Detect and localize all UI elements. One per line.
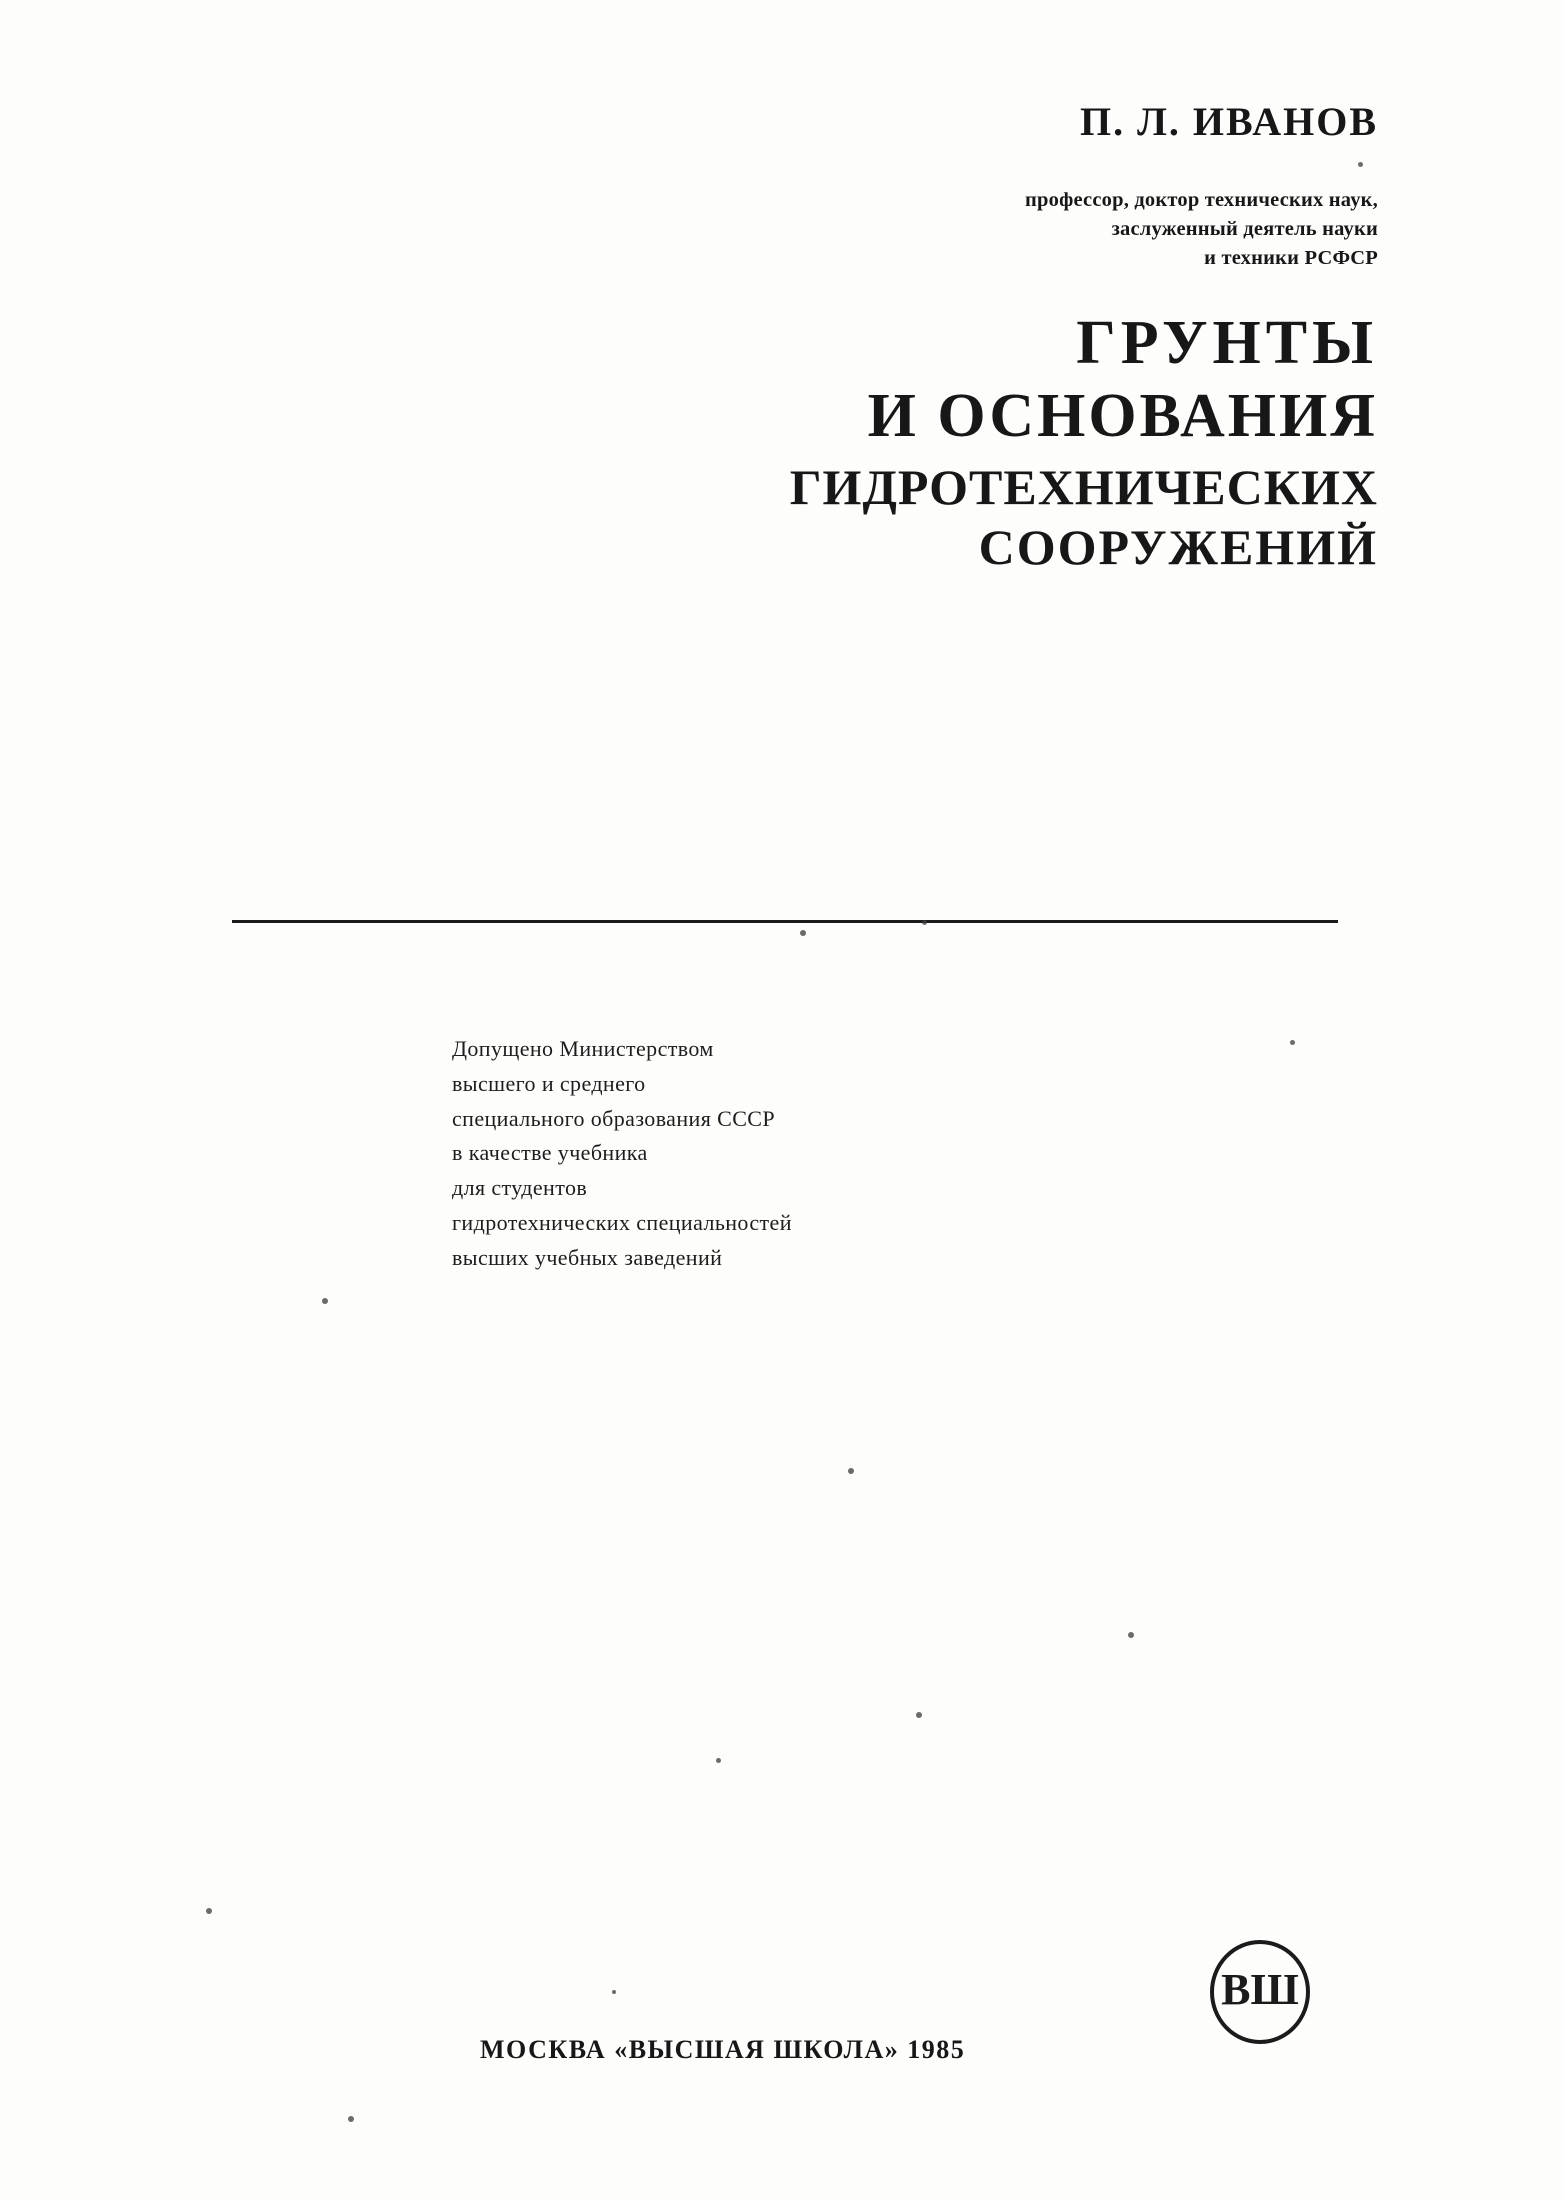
- scan-speck: [800, 930, 806, 936]
- scan-speck: [1290, 1040, 1295, 1045]
- book-title-line-1: ГРУНТЫ: [1076, 309, 1378, 377]
- horizontal-rule: [232, 920, 1338, 923]
- scan-speck: [922, 920, 927, 925]
- approval-note: [452, 1032, 792, 1275]
- book-title: [0, 310, 1378, 574]
- imprint: МОСКВА «ВЫСШАЯ ШКОЛА» 1985: [480, 2035, 966, 2064]
- scan-speck: [322, 1298, 328, 1304]
- scan-speck: [348, 2116, 354, 2122]
- book-title-line-4: СООРУЖЕНИЙ: [978, 518, 1378, 575]
- author-credentials: [0, 186, 1378, 273]
- author-credentials-line-3: и техники РСФСР: [1204, 247, 1378, 270]
- approval-line-6: гидротехнических специальностей: [452, 1209, 792, 1235]
- book-title-line-2: И ОСНОВАНИЯ: [867, 381, 1378, 450]
- author-block: [0, 100, 1378, 144]
- approval-line-2: высшего и среднего: [452, 1070, 646, 1096]
- scan-speck: [916, 1712, 922, 1718]
- publisher-logo-icon: [1208, 1940, 1312, 2044]
- approval-line-5: для студентов: [452, 1175, 588, 1200]
- author-credentials-line-1: профессор, доктор технических наук,: [1025, 189, 1378, 211]
- author-name: П. Л. ИВАНОВ: [1080, 99, 1378, 144]
- publisher-logo-letters: ВШ: [1221, 1965, 1299, 2014]
- approval-line-7: высших учебных заведений: [452, 1244, 723, 1270]
- author-credentials-line-2: заслуженный деятель науки: [1111, 218, 1378, 241]
- scan-speck: [612, 1990, 616, 1994]
- scan-speck: [848, 1468, 854, 1474]
- approval-line-4: в качестве учебника: [452, 1140, 648, 1166]
- scan-speck: [716, 1758, 721, 1763]
- scan-speck: [1128, 1632, 1134, 1638]
- book-title-line-3: ГИДРОТЕХНИЧЕСКИХ: [789, 458, 1378, 515]
- approval-line-3: специального образования СССР: [452, 1105, 775, 1131]
- approval-line-1: Допущено Министерством: [452, 1036, 714, 1061]
- scan-speck: [1358, 162, 1363, 167]
- scan-speck: [206, 1908, 212, 1914]
